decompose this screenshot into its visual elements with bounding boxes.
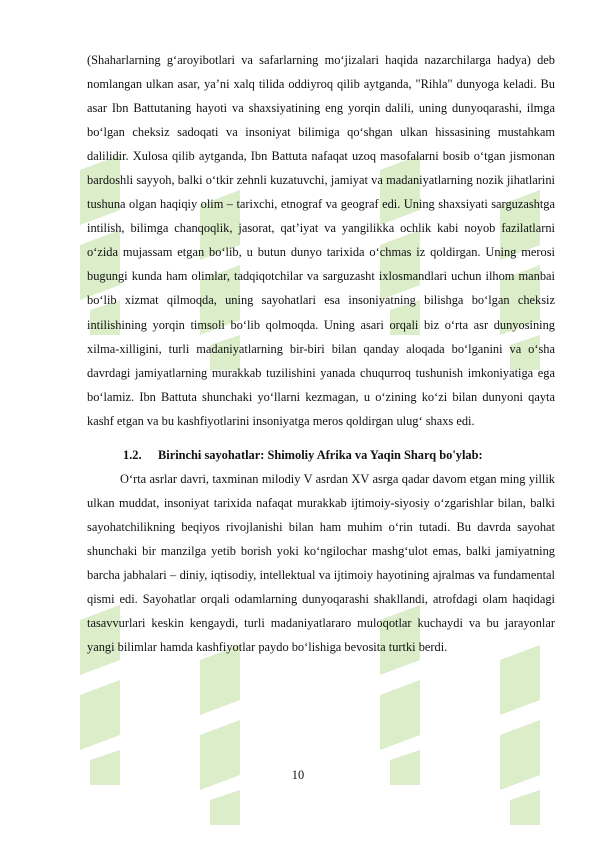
page-number: 10	[291, 768, 305, 782]
body-paragraph-1: (Shaharlarning g‘aroyibotlari va safarlarning mo‘jizalari haqida nazarchilarga hadya) deb nomlangan ulkan asar, ya’ni xalq tilida oddiyroq qilib aytganda, "Rihla" dunyoga keladi. Bu asar Ibn Battutaning hayoti va shaxsiyatining eng yorqin dalili, uning dunyoqarashi, ilmga bo‘lgan cheksiz sadoqati va insoniyat bilimiga qo‘shgan ulkan hissasining mustahkam dalilidir. Xulosa qilib aytganda, Ibn Battuta nafaqat uzoq masofalarni bosib o‘tgan jismonan bardoshli sayyoh, balki o‘tkir zehnli kuzatuvchi, jamiyat va madaniyatlarning nozik jihatlarini tushuna olgan haqiqiy olim – tarixchi, etnograf va geograf edi. Uning shaxsiyati sarguzashtga intilish, bilimga chanqoqlik, jasorat, qat’iyat va yangilikka ochlik kabi noyob fazilatlarni o‘zida mujassam etgan bo‘lib, u butun dunyo tarixida o‘chmas iz qoldirgan. Uning merosi bugungi kunda ham olimlar, tadqiqotchilar va sarguzasht ixlosmandlari uchun ilhom manbai bo‘lib xizmat qilmoqda, uning sayohatlari esa insoniyatning bilishga bo‘lgan cheksiz intilishining yorqin timsoli bo‘lib qolmoqda. Uning asari orqali biz o‘rta asr dunyosining xilma-xilligini, turli madaniyatlarning bir-biri bilan qanday aloqada bo‘lganini va o‘sha davrdagi jamiyatlarning murakkab tuzilishini yanada chuqurroq tushunish imkoniyatiga ega bo‘lamiz. Ibn Battuta shunchaki yo‘llarni kezmagan, u o‘zining ko‘zi bilan dunyoni qayta kashf etgan va bu kashfiyotlarini insoniyatga meros qoldirgan ulug‘ shaxs edi.	[87, 53, 555, 428]
watermark-leaf-icon	[190, 640, 250, 830]
section-heading-text: Birinchi sayohatlar: Shimoliy Afrika va Yaqin Sharq bo'ylab:	[158, 447, 483, 462]
body-paragraph-2: O‘rta asrlar davri, taxminan milodiy V asrdan XV asrga qadar davom etgan ming yillik ulkan muddat, insoniyat tarixida nafaqat murakkab ijtimoiy-siyosiy o‘zgarishlar bilan, balki sayohatchilikning beqiyos rivojlanishi bilan ham muhim o‘rin tutadi. Bu davrda sayohat shunchaki bir manzilga yetib borish yoki ko‘ngilochar mashg‘ulot emas, balki jamiyatning barcha jabhalari – diniy, iqtisodiy, intellektual va ijtimoiy hayotining ajralmas va fundamental qismi edi. Sayohatlar orqali odamlarning dunyoqarashi shakllandi, atrofdagi olam haqidagi tasavvurlari keskin kengaydi, turli madaniyatlararo muloqotlar kuchaydi va bu jarayonlar yangi bilimlar hamda kashfiyotlar paydo bo‘lishiga bevosita turtki berdi.	[87, 471, 555, 655]
page-content	[87, 48, 555, 659]
watermark-leaf-icon	[490, 640, 550, 830]
section-heading	[123, 443, 555, 467]
section-heading-number: 1.2.	[123, 447, 142, 462]
